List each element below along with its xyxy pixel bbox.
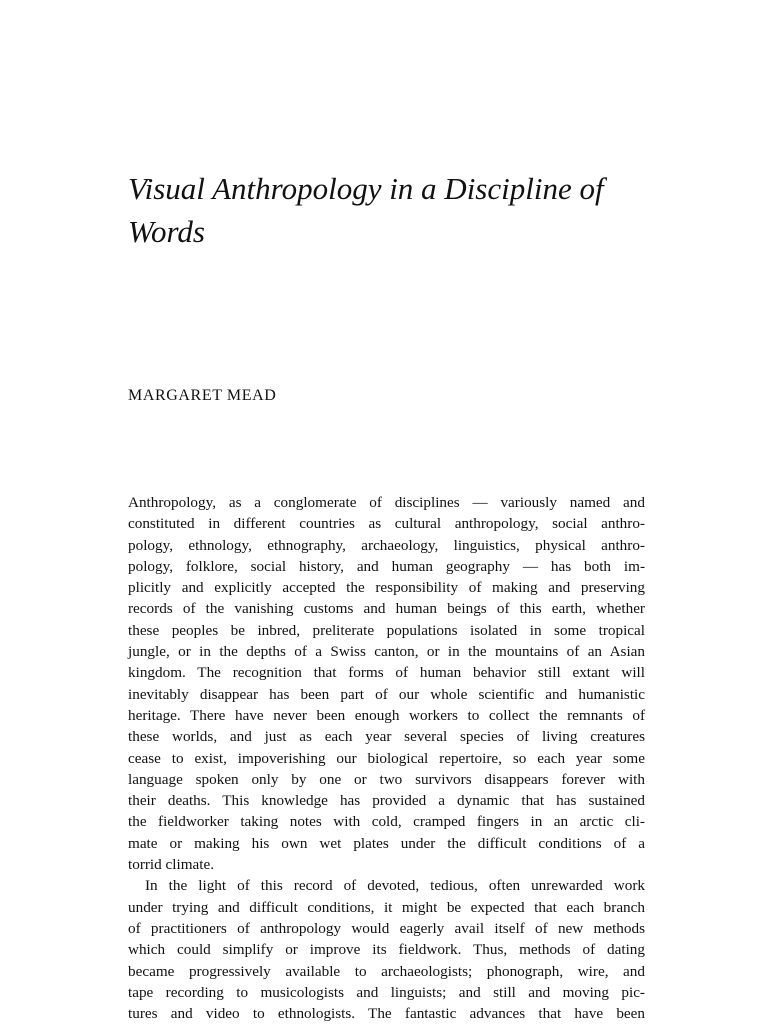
text-line: pology, folklore, social history, and human geography — has both im- [128, 557, 645, 575]
text-line: Anthropology, as a conglomerate of disciplines — variously named and [128, 494, 645, 511]
text-line: tures and video to ethnologists. The fantastic advances that have been [128, 1005, 645, 1023]
text-line: tape recording to musicologists and linguists; and still and moving pic- [128, 983, 645, 1001]
text-line: In the light of this record of devoted, tedious, often unrewarded work [145, 877, 645, 895]
text-line: became progressively available to archaeologists; phonograph, wire, and [128, 962, 645, 980]
text-line: which could simplify or improve its fieldwork. Thus, methods of dating [128, 941, 645, 959]
text-line: the fieldworker taking notes with cold, cramped fingers in an arctic cli- [128, 813, 645, 831]
text-line: inevitably disappear has been part of our whole scientific and humanistic [128, 685, 645, 703]
text-line: records of the vanishing customs and human beings of this earth, whether [128, 600, 645, 618]
text-line: their deaths. This knowledge has provided a dynamic that has sustained [128, 792, 645, 810]
text-line: torrid climate. [128, 856, 215, 874]
text-line: language spoken only by one or two survivors disappears forever with [128, 770, 645, 788]
article-body [128, 492, 645, 1024]
text-line: plicitly and explicitly accepted the responsibility of making and preserving [128, 579, 645, 597]
text-line: jungle, or in the depths of a Swiss canton, or in the mountains of an Asian [128, 643, 645, 661]
text-line: pology, ethnology, ethnography, archaeology, linguistics, physical anthro- [128, 536, 645, 554]
article-title [128, 167, 648, 253]
article-author: MARGARET MEAD [128, 387, 277, 404]
text-line: cease to exist, impoverishing our biological repertoire, so each year some [128, 749, 645, 767]
text-line: of practitioners of anthropology would eagerly avail itself of new methods [128, 919, 645, 937]
text-line: kingdom. The recognition that forms of human behavior still extant will [128, 664, 645, 682]
article-title-line: Words [128, 214, 205, 249]
text-line: constituted in different countries as cultural anthropology, social anthro- [128, 515, 645, 533]
text-line: these worlds, and just as each year several species of living creatures [128, 728, 645, 746]
text-line: under trying and difficult conditions, it might be expected that each branch [128, 898, 645, 916]
paragraph [128, 875, 645, 1024]
text-line: these peoples be inbred, preliterate populations isolated in some tropical [128, 621, 645, 639]
article-title-line: Visual Anthropology in a Discipline of [128, 171, 604, 206]
text-line: heritage. There have never been enough workers to collect the remnants of [128, 706, 645, 724]
paragraph [128, 492, 645, 875]
text-line: mate or making his own wet plates under the difficult conditions of a [128, 834, 645, 852]
